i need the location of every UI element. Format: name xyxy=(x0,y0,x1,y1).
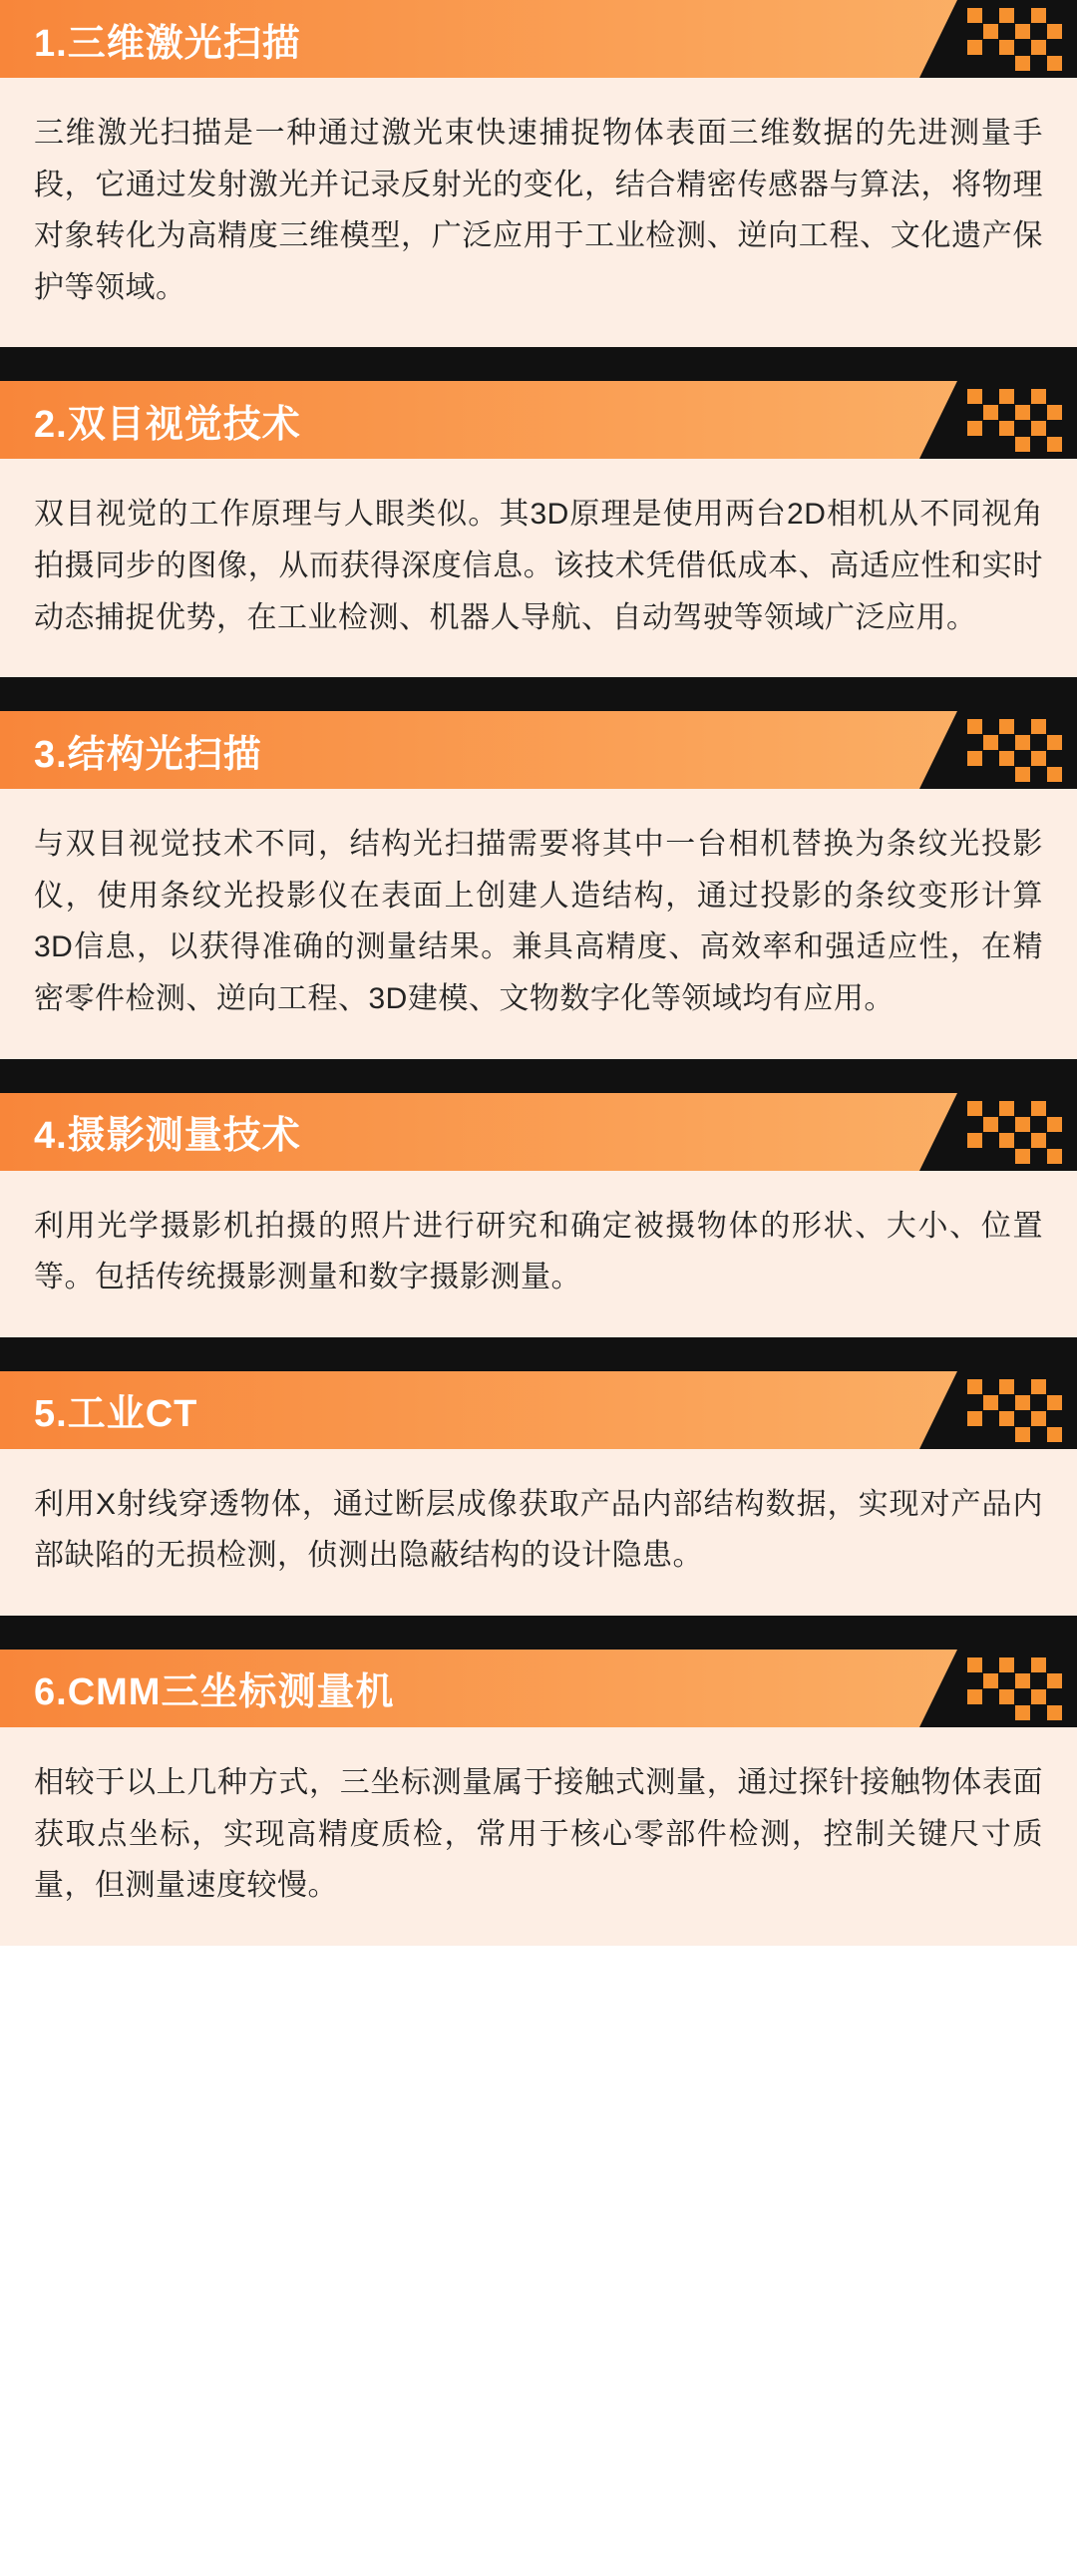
section-1-body: 三维激光扫描是一种通过激光束快速捕捉物体表面三维数据的先进测量手段，它通过发射激光并记录反射光的变化，结合精密传感器与算法，将物理对象转化为高精度三维模型，广泛应用于工业检测、逆向工程、文化遗产保护等领域。 xyxy=(34,117,1043,304)
section-2 xyxy=(0,381,1077,677)
section-3-title: 3.结构光扫描 xyxy=(34,733,262,776)
section-4-title: 4.摄影测量技术 xyxy=(34,1115,301,1158)
checker-pattern-icon xyxy=(967,1657,1063,1719)
section-5 xyxy=(0,1371,1077,1616)
section-2-header xyxy=(0,381,1077,459)
section-5-body: 利用X射线穿透物体，通过断层成像获取产品内部结构数据，实现对产品内部缺陷的无损检测，侦测出隐蔽结构的设计隐患。 xyxy=(34,1487,1043,1573)
section-6-title: 6.CMM三坐标测量机 xyxy=(34,1671,395,1714)
section-3-body: 与双目视觉技术不同，结构光扫描需要将其中一台相机替换为条纹光投影仪，使用条纹光投影仪在表面上创建人造结构，通过投影的条纹变形计算3D信息，以获得准确的测量结果。兼具高精度、高效率和强适应性，在精密零件检测、逆向工程、3D建模、文物数字化等领域均有应用。 xyxy=(34,828,1043,1015)
section-2-body: 双目视觉的工作原理与人眼类似。其3D原理是使用两台2D相机从不同视角拍摄同步的图像，从而获得深度信息。该技术凭借低成本、高适应性和实时动态捕捉优势，在工业检测、机器人导航、自动驾驶等领域广泛应用。 xyxy=(34,498,1043,634)
section-6 xyxy=(0,1650,1077,1946)
checker-pattern-icon xyxy=(967,1101,1063,1163)
divider-4 xyxy=(0,1337,1077,1371)
section-3-header xyxy=(0,711,1077,789)
divider-2 xyxy=(0,677,1077,711)
section-3 xyxy=(0,711,1077,1058)
checker-pattern-icon xyxy=(967,1379,1063,1441)
section-1-title: 1.三维激光扫描 xyxy=(34,22,301,65)
section-1-header xyxy=(0,0,1077,78)
divider-3 xyxy=(0,1059,1077,1093)
section-2-title: 2.双目视觉技术 xyxy=(34,403,301,446)
section-5-header xyxy=(0,1371,1077,1449)
section-6-header xyxy=(0,1650,1077,1727)
checker-pattern-icon xyxy=(967,8,1063,70)
section-4 xyxy=(0,1093,1077,1337)
checker-pattern-icon xyxy=(967,389,1063,451)
section-4-body: 利用光学摄影机拍摄的照片进行研究和确定被摄物体的形状、大小、位置等。包括传统摄影测量和数字摄影测量。 xyxy=(34,1209,1043,1294)
section-5-title: 5.工业CT xyxy=(34,1393,198,1436)
checker-pattern-icon xyxy=(967,719,1063,781)
section-6-body: 相较于以上几种方式，三坐标测量属于接触式测量，通过探针接触物体表面获取点坐标，实现高精度质检，常用于核心零部件检测，控制关键尺寸质量，但测量速度较慢。 xyxy=(34,1765,1043,1903)
divider-1 xyxy=(0,347,1077,381)
divider-5 xyxy=(0,1616,1077,1650)
section-1 xyxy=(0,0,1077,347)
section-4-header xyxy=(0,1093,1077,1171)
